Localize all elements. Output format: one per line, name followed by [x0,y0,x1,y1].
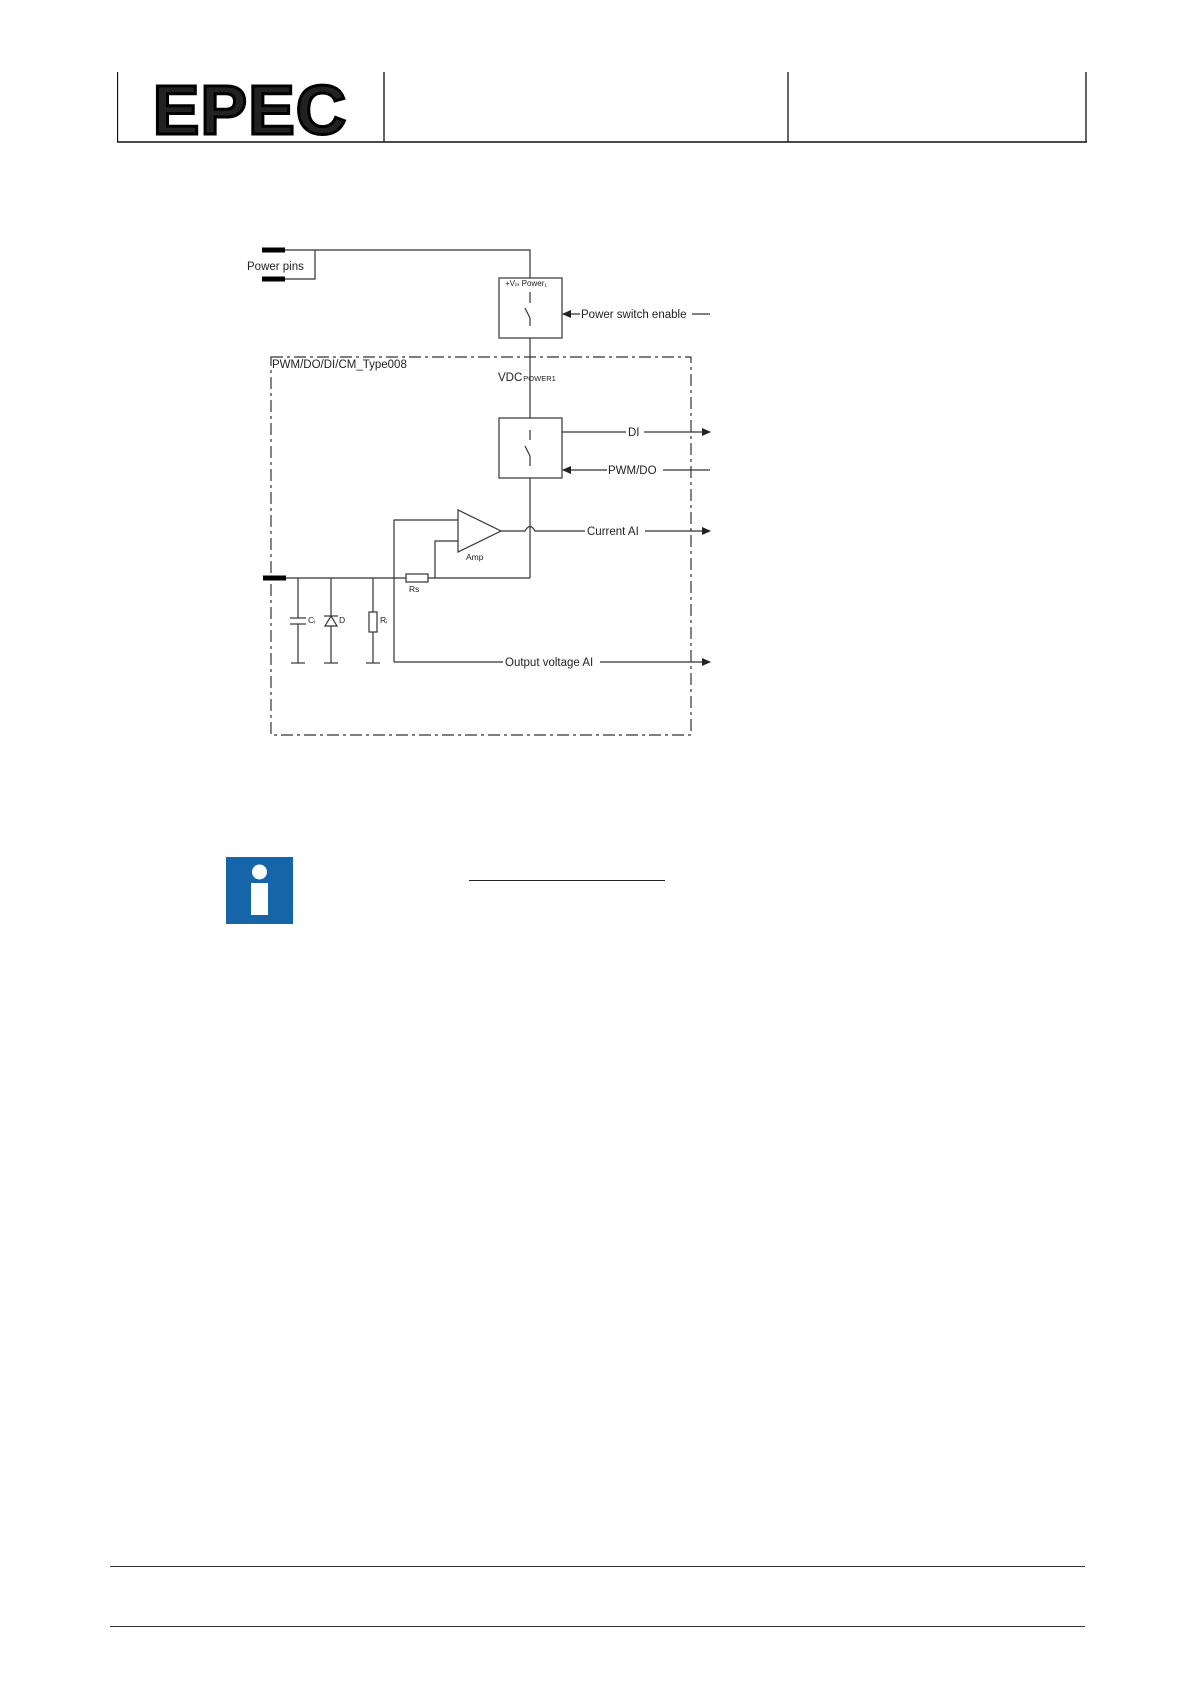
footer-rule-top [110,1566,1085,1567]
pwm-do-label: PWM/DO [608,465,657,477]
ri-resistor [369,612,377,632]
block-title: PWM/DO/DI/CM_Type008 [272,359,407,371]
block-diagram [0,0,1191,760]
rs-resistor [406,574,428,582]
d-label: D [339,615,346,625]
footer-rule-bottom [110,1626,1085,1627]
output-switch-box [499,418,562,478]
amp-input-minus [435,541,458,578]
vdc-label: VDCPOWER1 [498,372,556,384]
note-heading-underline [469,880,665,881]
ri-label: Rᵢ [380,615,388,625]
amp-triangle [458,510,501,552]
output-voltage-ai-label: Output voltage AI [505,657,594,669]
epec-logo: EPEC [152,72,348,144]
power-wire [285,250,530,278]
di-label: DI [628,427,640,439]
ci-label: Cᵢ [308,615,316,625]
rs-label: Rs [409,584,420,594]
vin-power-label: +Vᵢₙ Power₁ [505,279,548,288]
amp-label: Amp [466,552,484,562]
module-boundary [271,357,691,735]
power-pins-label: Power pins [247,261,304,273]
info-icon [226,857,293,924]
current-ai-label: Current AI [587,526,639,538]
power-switch-enable-label: Power switch enable [581,309,687,321]
